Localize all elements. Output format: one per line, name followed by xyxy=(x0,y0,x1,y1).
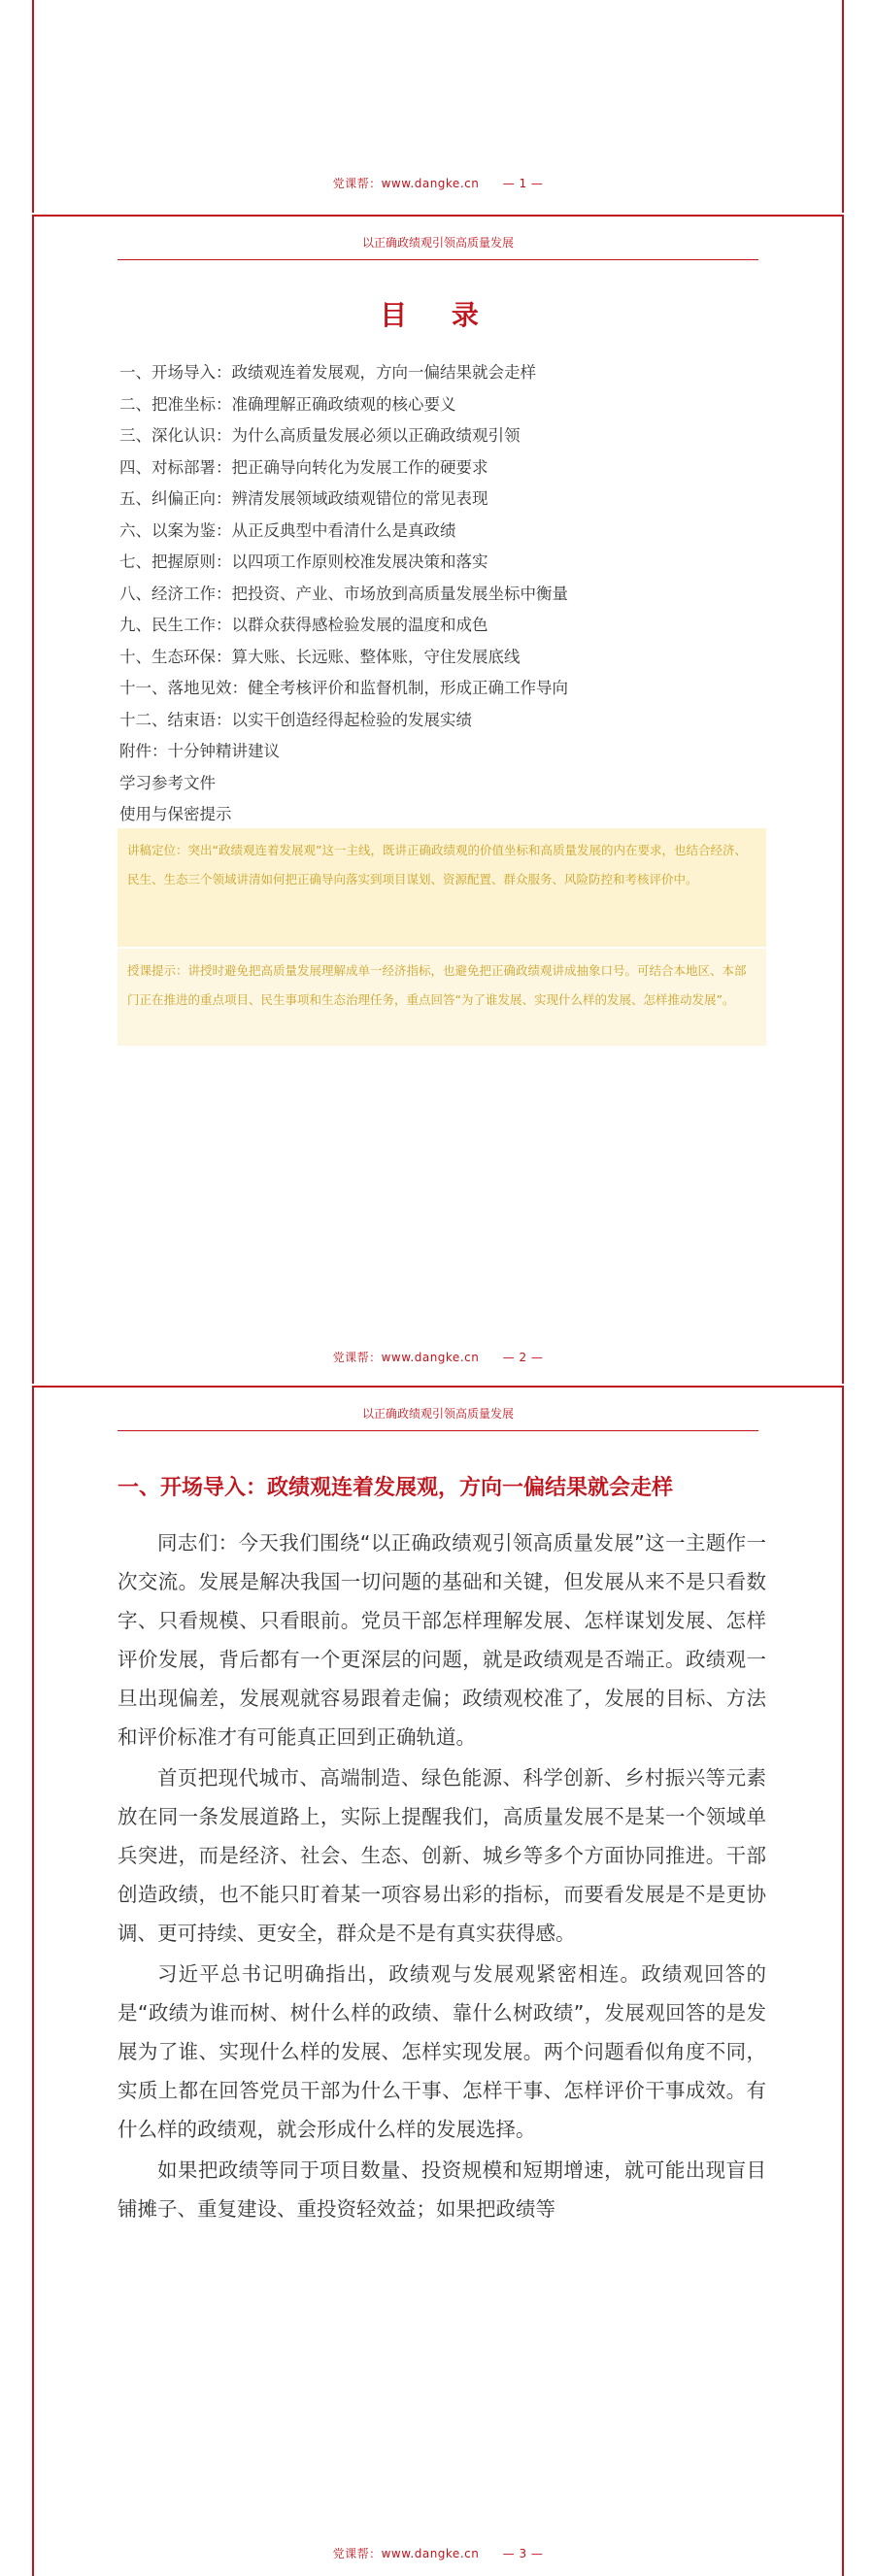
page-number: — 2 — xyxy=(502,1351,544,1364)
toc-item[interactable]: 使用与保密提示 xyxy=(119,805,232,823)
toc-item[interactable]: 八、经济工作：把投资、产业、市场放到高质量发展坐标中衡量 xyxy=(119,584,568,603)
page-footer xyxy=(34,2545,842,2561)
footer-site[interactable]: 党课帮：www.dangke.cn xyxy=(332,1351,480,1364)
page-3 xyxy=(32,1386,844,2576)
toc-item[interactable]: 三、深化认识：为什么高质量发展必须以正确政绩观引领 xyxy=(119,426,521,445)
teaching-tip-note: 授课提示：讲授时避免把高质量发展理解成单一经济指标，也避免把正确政绩观讲成抽象口号。可结合本地区、本部门正在推进的重点项目、民生事项和生态治理任务，重点回答“为了谁发展、实现什么样的发展、怎样推动发展”。 xyxy=(118,949,766,1046)
body-paragraph: 如果把政绩等同于项目数量、投资规模和短期增速，就可能出现盲目铺摊子、重复建设、重投资轻效益；如果把政绩等 xyxy=(118,2158,766,2221)
page-number: — 1 — xyxy=(502,177,544,190)
page-header xyxy=(118,234,758,260)
toc-item[interactable]: 十二、结束语：以实干创造经得起检验的发展实绩 xyxy=(119,710,472,729)
page-1 xyxy=(32,0,844,213)
toc-item[interactable]: 七、把握原则：以四项工作原则校准发展决策和落实 xyxy=(119,552,488,571)
section-heading: 一、开场导入：政绩观连着发展观，方向一偏结果就会走样 xyxy=(118,1476,674,1500)
toc-item[interactable]: 二、把准坐标：准确理解正确政绩观的核心要义 xyxy=(119,394,456,414)
positioning-note: 讲稿定位：突出“政绩观连着发展观”这一主线，既讲正确政绩观的价值坐标和高质量发展的内在要求，也结合经济、民生、生态三个领域讲清如何把正确导向落实到项目谋划、资源配置、群众服务、风险防控和考核评价中。 xyxy=(118,828,766,947)
toc-list xyxy=(119,357,780,831)
toc-item[interactable]: 四、对标部署：把正确导向转化为发展工作的硬要求 xyxy=(119,457,488,477)
toc-item[interactable]: 一、开场导入：政绩观连着发展观，方向一偏结果就会走样 xyxy=(119,363,536,382)
toc-title: 目 录 xyxy=(380,299,496,331)
toc-item[interactable]: 五、纠偏正向：辨清发展领域政绩观错位的常见表现 xyxy=(119,489,488,508)
toc-item[interactable]: 十一、落地见效：健全考核评价和监督机制，形成正确工作导向 xyxy=(119,679,568,697)
page-header xyxy=(118,1405,758,1431)
section-body xyxy=(118,1523,766,2230)
toc-item[interactable]: 十、生态环保：算大账、长远账、整体账，守住发展底线 xyxy=(119,647,521,666)
page-footer xyxy=(34,1349,842,1365)
header-title: 以正确政绩观引领高质量发展 xyxy=(361,236,514,250)
toc-item[interactable]: 附件：十分钟精讲建议 xyxy=(119,742,280,760)
body-paragraph: 习近平总书记明确指出，政绩观与发展观紧密相连。政绩观回答的是“政绩为谁而树、树什么样的政绩、靠什么树政绩”，发展观回答的是发展为了谁、实现什么样的发展、怎样实现发展。两个问题看似角度不同，实质上都在回答党员干部为什么干事、怎样干事、怎样评价干事成效。有什么样的政绩观，就会形成什么样的发展选择。 xyxy=(118,1962,766,2141)
toc-item[interactable]: 九、民生工作：以群众获得感检验发展的温度和成色 xyxy=(119,616,488,634)
body-paragraph: 首页把现代城市、高端制造、绿色能源、科学创新、乡村振兴等元素放在同一条发展道路上，实际上提醒我们，高质量发展不是某一个领域单兵突进，而是经济、社会、生态、创新、城乡等多个方面协同推进。干部创造政绩，也不能只盯着某一项容易出彩的指标，而要看发展是不是更协调、更可持续、更安全，群众是不是有真实获得感。 xyxy=(118,1766,766,1945)
footer-site[interactable]: 党课帮：www.dangke.cn xyxy=(332,177,480,190)
footer-site[interactable]: 党课帮：www.dangke.cn xyxy=(332,2547,480,2560)
header-title: 以正确政绩观引领高质量发展 xyxy=(361,1407,514,1421)
toc-item[interactable]: 六、以案为鉴：从正反典型中看清什么是真政绩 xyxy=(119,520,456,540)
page-footer xyxy=(34,175,842,191)
toc-item[interactable]: 学习参考文件 xyxy=(119,773,216,792)
page-number: — 3 — xyxy=(502,2547,544,2560)
body-paragraph: 同志们：今天我们围绕“以正确政绩观引领高质量发展”这一主题作一次交流。发展是解决我国一切问题的基础和关键，但发展从来不是只看数字、只看规模、只看眼前。党员干部怎样理解发展、怎样谋划发展、怎样评价发展，背后都有一个更深层的问题，就是政绩观是否端正。政绩观一旦出现偏差，发展观就容易跟着走偏；政绩观校准了，发展的目标、方法和评价标准才有可能真正回到正确轨道。 xyxy=(118,1531,766,1749)
page-2 xyxy=(32,215,844,1384)
